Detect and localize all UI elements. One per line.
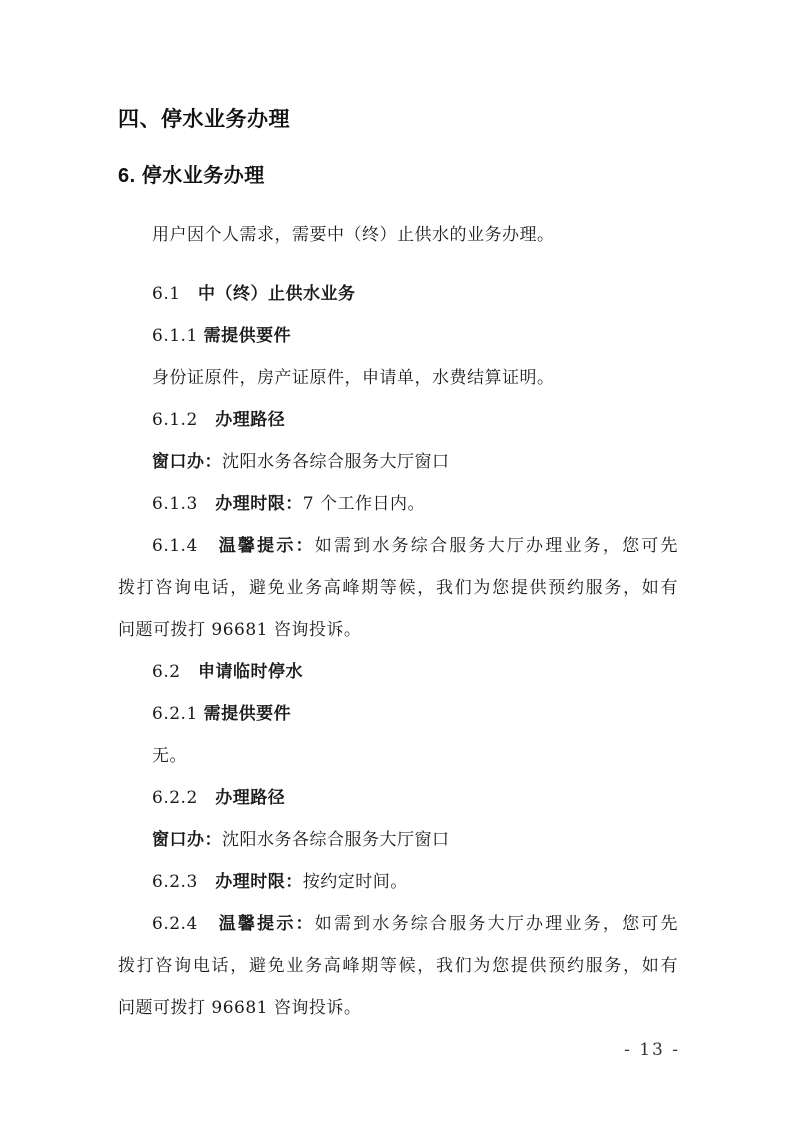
field-value: 沈阳水务各综合服务大厅窗口 xyxy=(222,830,450,850)
section-number: 6.2.2 xyxy=(152,788,216,808)
section-number: 6.2.3 xyxy=(152,872,216,892)
section-title-text: 申请临时停水 xyxy=(198,662,304,682)
text-run: 用户因个人需求，需要中（终）止供水的业务办理。 xyxy=(152,225,555,245)
item-label: 办理路径 xyxy=(215,788,286,808)
page-number: - 13 - xyxy=(624,1040,680,1060)
paragraph-intro xyxy=(118,214,678,256)
item-6-1-1-title xyxy=(118,315,678,357)
chapter-heading: 四、停水业务办理 xyxy=(118,108,290,131)
item-6-1-4-line-2 xyxy=(118,567,678,609)
field-label: 窗口办： xyxy=(152,452,222,472)
text-run: 问题可拨打 96681 咨询投诉。 xyxy=(118,998,362,1018)
item-6-2-4-line-2 xyxy=(118,945,678,987)
item-6-2-2-title xyxy=(118,777,678,819)
item-label: 需提供要件 xyxy=(203,704,292,724)
field-label: 办理时限： xyxy=(215,872,303,892)
item-label: 需提供要件 xyxy=(203,326,292,346)
item-6-2-4-line-3 xyxy=(118,987,678,1029)
item-label: 办理路径 xyxy=(215,410,286,430)
text-run: 无。 xyxy=(152,746,187,766)
field-label: 温馨提示： xyxy=(218,536,315,556)
section-number: 6.1 xyxy=(152,284,199,304)
section-number: 6.1.3 xyxy=(152,494,216,514)
section-number: 6.2.1 xyxy=(152,704,204,724)
section-6-2-title xyxy=(118,651,678,693)
item-6-2-3 xyxy=(118,861,678,903)
text-run: 拨打咨询电话，避免业务高峰期等候，我们为您提供预约服务，如有 xyxy=(118,956,678,976)
item-6-2-1-content xyxy=(118,735,678,777)
item-6-2-1-title xyxy=(118,693,678,735)
section-number: 6.2.4 xyxy=(152,914,219,934)
section-title-text: 中（终）止供水业务 xyxy=(198,284,356,304)
item-6-1-1-content xyxy=(118,357,678,399)
section-number: 6.1.1 xyxy=(152,326,204,346)
item-6-2-2-content xyxy=(118,819,678,861)
item-6-2-4-line-1 xyxy=(118,903,678,945)
section-6-1-title xyxy=(118,273,678,315)
field-value: 按约定时间。 xyxy=(302,872,408,892)
field-label: 办理时限： xyxy=(215,494,303,514)
text-run: 如需到水务综合服务大厅办理业务，您可先 xyxy=(314,914,679,934)
item-6-1-2-title xyxy=(118,399,678,441)
item-6-1-2-content xyxy=(118,441,678,483)
section-number: 6.1.4 xyxy=(152,536,219,556)
text-run: 身份证原件，房产证原件，申请单，水费结算证明。 xyxy=(152,368,555,388)
field-label: 温馨提示： xyxy=(218,914,315,934)
text-run: 如需到水务综合服务大厅办理业务，您可先 xyxy=(314,536,679,556)
item-6-1-3 xyxy=(118,483,678,525)
field-label: 窗口办： xyxy=(152,830,222,850)
text-run: 拨打咨询电话，避免业务高峰期等候，我们为您提供预约服务，如有 xyxy=(118,578,678,598)
section-heading: 6. 停水业务办理 xyxy=(118,165,265,187)
item-6-1-4-line-3 xyxy=(118,609,678,651)
field-value: 7 个工作日内。 xyxy=(302,494,425,514)
field-value: 沈阳水务各综合服务大厅窗口 xyxy=(222,452,450,472)
section-number: 6.2 xyxy=(152,662,199,682)
text-run: 问题可拨打 96681 咨询投诉。 xyxy=(118,620,362,640)
section-number: 6.1.2 xyxy=(152,410,216,430)
item-6-1-4-line-1 xyxy=(118,525,678,567)
